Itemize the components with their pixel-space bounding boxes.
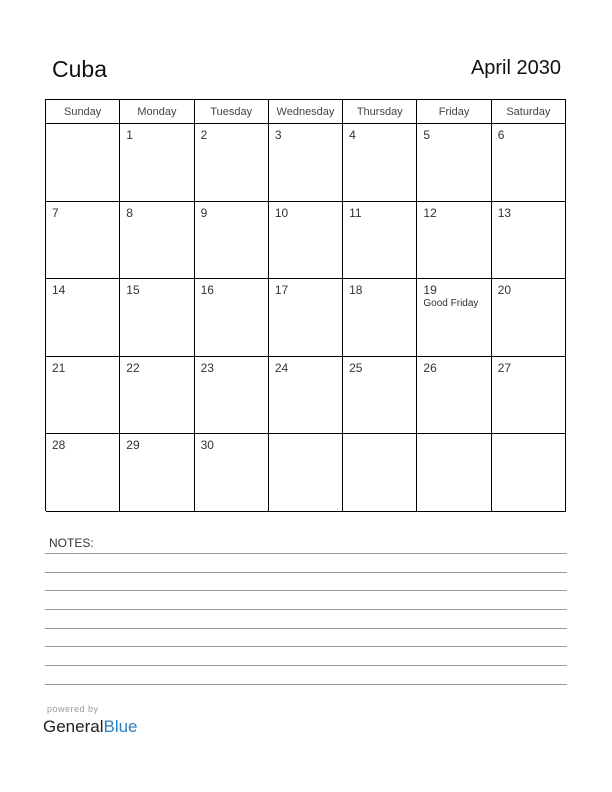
- day-cell: [343, 202, 417, 280]
- generalblue-logo: [43, 717, 138, 737]
- date-number: 24: [274, 360, 289, 375]
- weekday-friday: Friday: [417, 100, 491, 124]
- day-cell: [195, 124, 269, 202]
- day-cell: [343, 357, 417, 435]
- notes-label: NOTES:: [49, 536, 94, 550]
- day-cell: [492, 202, 566, 280]
- date-number: 7: [52, 205, 59, 220]
- weekday-monday: Monday: [120, 100, 194, 124]
- day-cell: [120, 279, 194, 357]
- day-cell: [269, 434, 343, 512]
- date-number: 13: [497, 205, 512, 220]
- note-line: [45, 553, 567, 554]
- day-cell: [120, 357, 194, 435]
- day-cell: [120, 202, 194, 280]
- day-cell: [492, 124, 566, 202]
- day-cell: [46, 202, 120, 280]
- day-cell: [417, 202, 491, 280]
- powered-by-text: powered by: [47, 704, 99, 714]
- day-cell: [492, 357, 566, 435]
- day-cell: [195, 434, 269, 512]
- weekday-sunday: Sunday: [46, 100, 120, 124]
- calendar-grid: [45, 99, 566, 511]
- day-cell: [343, 434, 417, 512]
- note-line: [45, 628, 567, 629]
- week-row: [46, 357, 566, 435]
- day-cell: [343, 124, 417, 202]
- note-line: [45, 609, 567, 610]
- day-cell: [195, 279, 269, 357]
- date-number: 16: [200, 283, 214, 298]
- date-number: 26: [423, 360, 437, 375]
- date-number: 2: [200, 128, 208, 142]
- week-row: [46, 202, 566, 280]
- date-number: 21: [52, 360, 66, 375]
- note-line: [45, 665, 567, 666]
- country-title: Cuba: [52, 56, 107, 82]
- date-number: 17: [274, 283, 289, 298]
- date-number: 9: [200, 205, 208, 220]
- weekday-tuesday: Tuesday: [195, 100, 269, 124]
- note-line: [45, 590, 567, 591]
- date-number: 6: [497, 128, 505, 142]
- date-number: 27: [497, 360, 512, 375]
- day-cell: [120, 124, 194, 202]
- date-number: 3: [274, 128, 282, 142]
- weekday-wednesday: Wednesday: [269, 100, 343, 124]
- note-line: [45, 572, 567, 573]
- date-number: 4: [349, 128, 356, 142]
- date-number: 19: [423, 283, 437, 298]
- day-cell: [195, 202, 269, 280]
- day-cell: [343, 279, 417, 357]
- week-row: [46, 279, 566, 357]
- day-cell: [417, 124, 491, 202]
- date-number: 30: [200, 438, 214, 453]
- date-number: 5: [423, 128, 431, 142]
- holiday-label: Good Friday: [423, 298, 479, 310]
- note-line: [45, 684, 567, 685]
- day-cell: [46, 124, 120, 202]
- week-row: [46, 124, 566, 202]
- date-number: 20: [497, 283, 512, 298]
- weekday-saturday: Saturday: [492, 100, 566, 124]
- week-row: [46, 434, 566, 512]
- day-cell: [269, 124, 343, 202]
- date-number: 15: [126, 283, 140, 298]
- date-number: 1: [126, 128, 133, 142]
- day-cell: [417, 357, 491, 435]
- date-number: 10: [274, 205, 289, 220]
- date-number: 8: [126, 205, 133, 220]
- date-number: 11: [349, 205, 362, 220]
- day-cell: [46, 434, 120, 512]
- month-year-title: April 2030: [470, 57, 561, 79]
- day-cell: [417, 434, 491, 512]
- date-number: 23: [200, 360, 214, 375]
- brand-blue-text: Blue: [103, 717, 138, 736]
- day-cell: [269, 279, 343, 357]
- date-number: 12: [423, 205, 437, 220]
- date-number: 18: [349, 283, 363, 298]
- day-cell: [492, 279, 566, 357]
- date-number: 28: [52, 438, 66, 453]
- weekday-header-row: [46, 100, 566, 124]
- day-cell: [46, 279, 120, 357]
- weekday-thursday: Thursday: [343, 100, 417, 124]
- day-cell: [492, 434, 566, 512]
- date-number: 29: [126, 438, 140, 453]
- day-cell: [46, 357, 120, 435]
- day-cell: [417, 279, 491, 357]
- date-number: 22: [126, 360, 140, 375]
- date-number: 25: [349, 360, 363, 375]
- day-cell: [269, 357, 343, 435]
- day-cell: [195, 357, 269, 435]
- brand-general-text: General: [43, 717, 104, 736]
- day-cell: [269, 202, 343, 280]
- day-cell: [120, 434, 194, 512]
- note-line: [45, 646, 567, 647]
- date-number: 14: [52, 283, 66, 298]
